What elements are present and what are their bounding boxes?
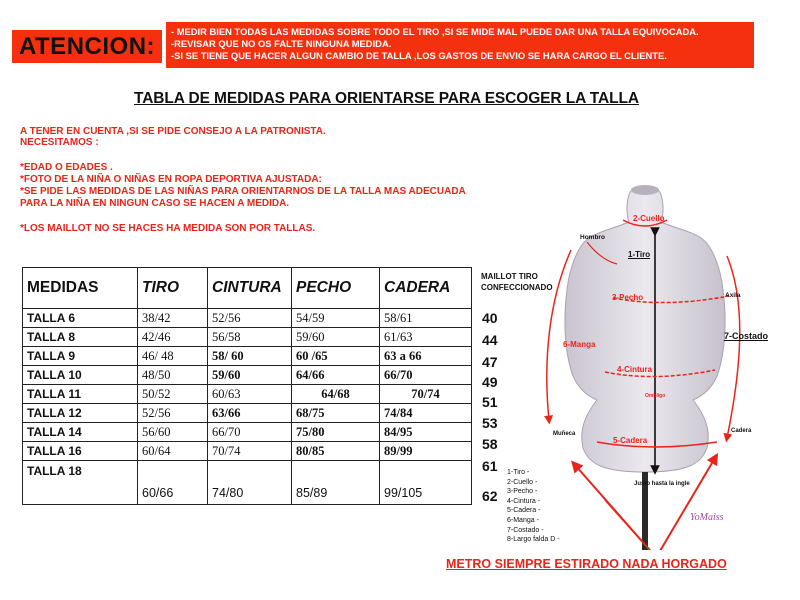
cintura-cell: 63/66 bbox=[208, 404, 292, 423]
table-row bbox=[23, 442, 472, 461]
tiro-cell: 56/60 bbox=[138, 423, 208, 442]
maillot-value: 61 bbox=[482, 458, 498, 474]
tiro-cell: 46/ 48 bbox=[138, 347, 208, 366]
table-row bbox=[23, 347, 472, 366]
cadera-cell: 61/63 bbox=[380, 328, 472, 347]
cadera-cell: 89/99 bbox=[380, 442, 472, 461]
legend-item: 8-Largo falda D - bbox=[507, 536, 560, 544]
table-row bbox=[23, 385, 472, 404]
attention-banner bbox=[12, 30, 162, 63]
pecho-cell: 64/66 bbox=[292, 366, 380, 385]
cintura-cell: 60/63 bbox=[208, 385, 292, 404]
label-cuello: 2-Cuello bbox=[633, 214, 665, 223]
tiro-cell: 60/66 bbox=[138, 461, 208, 505]
tiro-cell: 52/56 bbox=[138, 404, 208, 423]
header-pecho: PECHO bbox=[292, 268, 380, 309]
label-cintura: 4-Cintura bbox=[617, 365, 653, 374]
size-cell: TALLA 8 bbox=[23, 328, 138, 347]
cintura-cell: 70/74 bbox=[208, 442, 292, 461]
cadera-cell: 66/70 bbox=[380, 366, 472, 385]
cintura-cell: 56/58 bbox=[208, 328, 292, 347]
notice-line-2: -REVISAR QUE NO OS FALTE NINGUNA MEDIDA. bbox=[171, 38, 392, 49]
maillot-value: 58 bbox=[482, 436, 498, 452]
table-row bbox=[23, 404, 472, 423]
cintura-cell: 59/60 bbox=[208, 366, 292, 385]
size-cell: TALLA 6 bbox=[23, 309, 138, 328]
maillot-value: 40 bbox=[482, 310, 498, 326]
pecho-cell: 60 /65 bbox=[292, 347, 380, 366]
legend-item: 5-Cadera - bbox=[507, 507, 541, 515]
size-table bbox=[22, 267, 472, 505]
note-line-6: PARA LA NIÑA EN NINGUN CASO SE HACEN A MEDIDA. bbox=[20, 198, 290, 209]
legend-item: 6-Manga - bbox=[507, 516, 539, 524]
legend-item: 4-Cintura - bbox=[507, 497, 541, 505]
maillot-value: 44 bbox=[482, 332, 498, 348]
label-costado: 7-Costado bbox=[724, 331, 769, 341]
tiro-cell: 42/46 bbox=[138, 328, 208, 347]
note-line-4: *FOTO DE LA NIÑA O NIÑAS EN ROPA DEPORTIVA AJUSTADA: bbox=[20, 174, 322, 185]
size-cell: TALLA 9 bbox=[23, 347, 138, 366]
cadera-cell: 74/84 bbox=[380, 404, 472, 423]
note-line-7: *LOS MAILLOT NO SE HACES HA MEDIDA SON POR TALLAS. bbox=[20, 223, 316, 234]
pecho-cell: 75/80 bbox=[292, 423, 380, 442]
label-muneca: Muñeca bbox=[553, 431, 576, 437]
maillot-header-line-1: MAILLOT TIRO bbox=[481, 272, 538, 281]
notice-line-3: -SI SE TIENE QUE HACER ALGUN CAMBIO DE TALLA ,LOS GASTOS DE ENVIO SE HARA CARGO EL CLIENTE. bbox=[171, 50, 667, 61]
cintura-cell: 58/ 60 bbox=[208, 347, 292, 366]
pecho-cell: 59/60 bbox=[292, 328, 380, 347]
label-manga: 6-Manga bbox=[563, 340, 596, 349]
legend-item: 2-Cuello - bbox=[507, 478, 538, 486]
pecho-cell: 64/68 bbox=[292, 385, 380, 404]
table-row bbox=[23, 461, 472, 505]
maillot-header-line-2: CONFECCIONADO bbox=[481, 283, 553, 292]
attention-label: ATENCION: bbox=[18, 32, 156, 60]
legend-item: 7-Costado - bbox=[507, 526, 544, 534]
measurement-legend bbox=[507, 468, 560, 545]
brand-logo: YoMaiss bbox=[690, 512, 724, 523]
size-cell: TALLA 16 bbox=[23, 442, 138, 461]
maillot-value: 51 bbox=[482, 394, 498, 410]
tiro-cell: 60/64 bbox=[138, 442, 208, 461]
cadera-cell: 58/61 bbox=[380, 309, 472, 328]
cadera-cell: 84/95 bbox=[380, 423, 472, 442]
notice-line-1: - MEDIR BIEN TODAS LAS MEDIDAS SOBRE TODO EL TIRO ,SI SE MIDE MAL PUEDE DAR UNA TALLA EQUIVOCADA. bbox=[171, 26, 699, 37]
pecho-cell: 85/89 bbox=[292, 461, 380, 505]
maillot-value: 49 bbox=[482, 374, 498, 390]
size-cell: TALLA 14 bbox=[23, 423, 138, 442]
maillot-value: 53 bbox=[482, 415, 498, 431]
note-line-3: *EDAD O EDADES . bbox=[20, 162, 113, 173]
header-cintura: CINTURA bbox=[208, 268, 292, 309]
note-line-2: NECESITAMOS : bbox=[20, 137, 99, 148]
size-cell: TALLA 12 bbox=[23, 404, 138, 423]
tiro-cell: 48/50 bbox=[138, 366, 208, 385]
table-row bbox=[23, 423, 472, 442]
maillot-value: 62 bbox=[482, 488, 498, 504]
pecho-cell: 54/59 bbox=[292, 309, 380, 328]
cadera-cell: 70/74 bbox=[380, 385, 472, 404]
pecho-cell: 68/75 bbox=[292, 404, 380, 423]
label-axila: Axila bbox=[725, 292, 741, 299]
label-tiro: 1-Tiro bbox=[628, 250, 651, 259]
page-title: TABLA DE MEDIDAS PARA ORIENTARSE PARA ESCOGER LA TALLA bbox=[134, 90, 639, 107]
cintura-cell: 52/56 bbox=[208, 309, 292, 328]
table-header-row bbox=[23, 268, 472, 309]
header-medidas: MEDIDAS bbox=[23, 268, 138, 309]
size-cell: TALLA 11 bbox=[23, 385, 138, 404]
size-cell: TALLA 18 bbox=[23, 461, 138, 505]
cintura-cell: 74/80 bbox=[208, 461, 292, 505]
tiro-cell: 50/52 bbox=[138, 385, 208, 404]
note-line-5: *SE PIDE LAS MEDIDAS DE LAS NIÑAS PARA ORIENTARNOS DE LA TALLA MAS ADECUADA bbox=[20, 186, 466, 197]
size-cell: TALLA 10 bbox=[23, 366, 138, 385]
cadera-cell: 63 a 66 bbox=[380, 347, 472, 366]
tiro-cell: 38/42 bbox=[138, 309, 208, 328]
footer-note: METRO SIEMPRE ESTIRADO NADA HORGADO bbox=[446, 557, 727, 571]
maillot-value: 47 bbox=[482, 354, 498, 370]
table-row bbox=[23, 366, 472, 385]
notice-box bbox=[166, 22, 754, 68]
cadera-cell: 99/105 bbox=[380, 461, 472, 505]
label-ingle: Justo hasta la ingle bbox=[634, 481, 690, 487]
header-cadera: CADERA bbox=[380, 268, 472, 309]
label-pecho: 3-Pecho bbox=[612, 293, 644, 302]
cintura-cell: 66/70 bbox=[208, 423, 292, 442]
table-row bbox=[23, 309, 472, 328]
label-ombligo: Ombligo bbox=[645, 393, 666, 399]
label-hombro: Hombro bbox=[580, 234, 605, 241]
table-row bbox=[23, 328, 472, 347]
header-tiro: TIRO bbox=[138, 268, 208, 309]
label-cadera-side: Cadera bbox=[731, 428, 752, 434]
pecho-cell: 80/85 bbox=[292, 442, 380, 461]
note-line-1: A TENER EN CUENTA ,SI SE PIDE CONSEJO A LA PATRONISTA. bbox=[20, 126, 326, 137]
label-cadera: 5-Cadera bbox=[613, 436, 648, 445]
legend-item: 1-Tiro - bbox=[507, 469, 530, 476]
legend-item: 3-Pecho - bbox=[507, 488, 538, 496]
